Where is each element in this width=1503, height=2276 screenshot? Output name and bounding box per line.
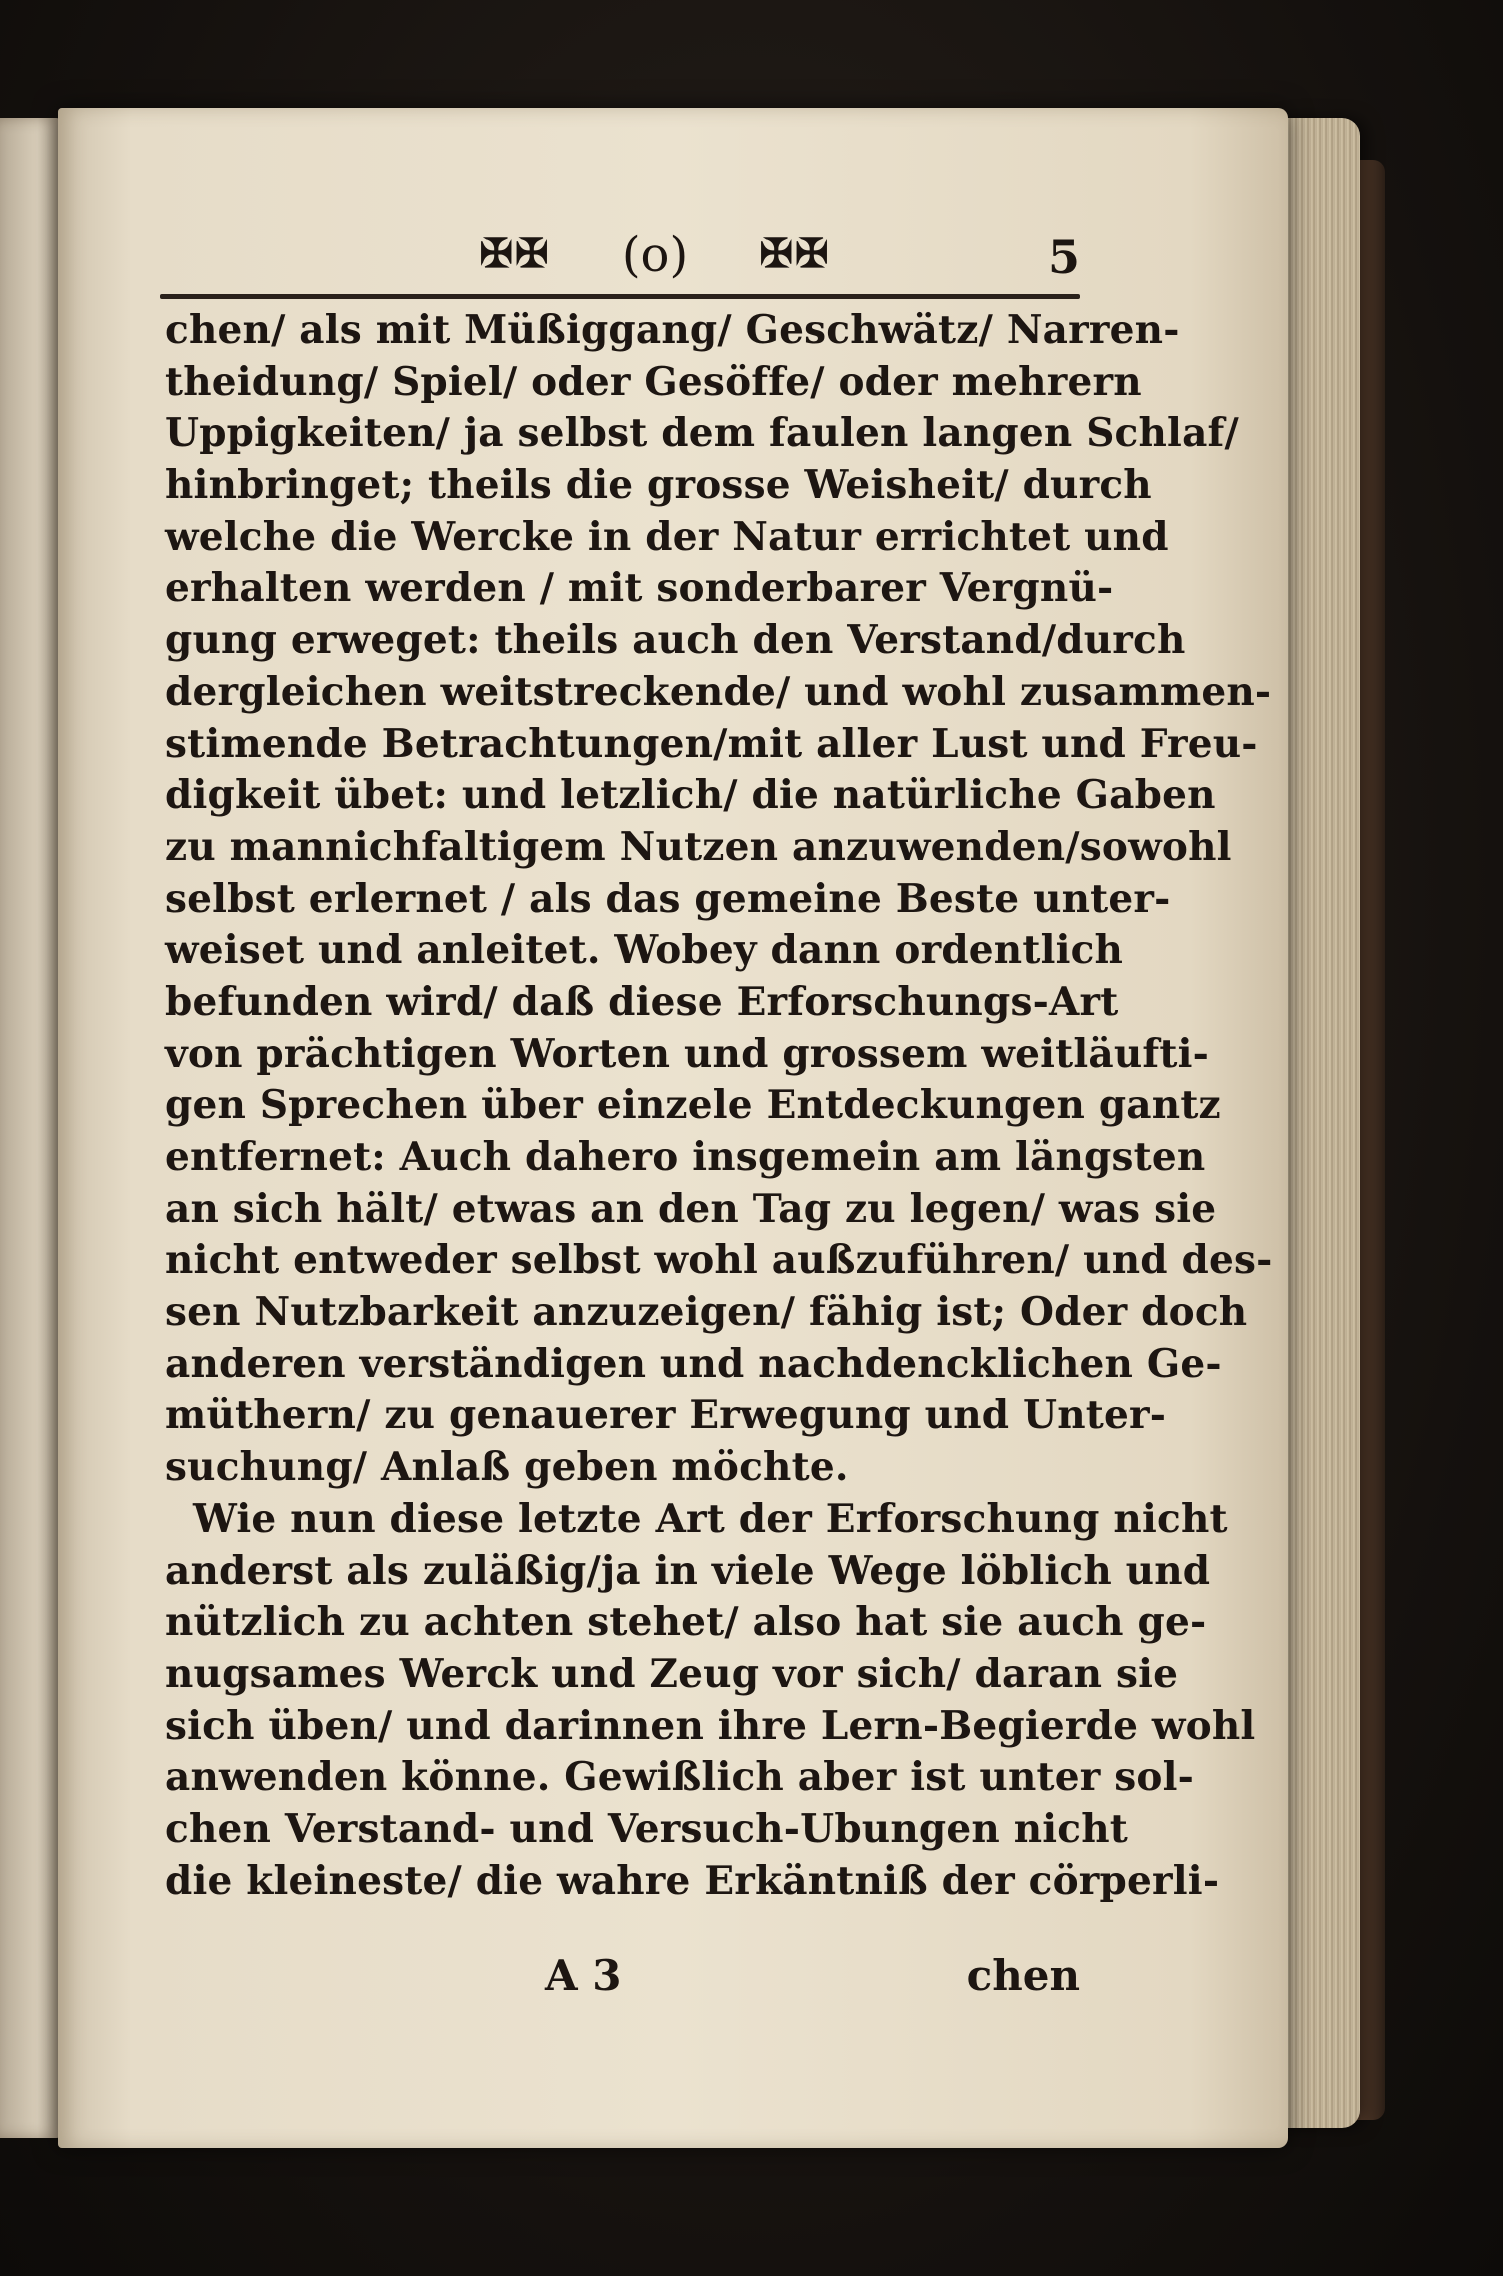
header-ornament-left: ✠✠ [479, 230, 551, 277]
text-line: chen Verstand- und Versuch-Ubungen nicht [165, 1805, 1129, 1852]
text-line: selbst erlernet / als das gemeine Beste unter- [165, 875, 1171, 922]
text-line: chen/ als mit Müßiggang/ Geschwätz/ Narren- [165, 307, 1180, 353]
running-header [160, 220, 1080, 290]
text-line: von prächtigen Worten und grossem weitläufti- [165, 1030, 1209, 1077]
page-footer [165, 1948, 1080, 2004]
text-line: zu mannichfaltigem Nutzen anzuwenden/sowohl [165, 823, 1232, 870]
text-line: stimende Betrachtungen/mit aller Lust und Freu- [165, 720, 1258, 767]
facing-page-edge [0, 118, 62, 2138]
text-line: erhalten werden / mit sonderbarer Vergnü- [165, 565, 1114, 612]
page-number: 5 [1047, 230, 1080, 284]
text-line: theidung/ Spiel/ oder Gesöffe/ oder mehrern [165, 358, 1142, 405]
text-line: gen Sprechen über einzele Entdeckungen gantz [165, 1082, 1221, 1129]
text-line: nugsames Werck und Zeug vor sich/ daran sie [165, 1650, 1179, 1697]
text-line: Uppigkeiten/ ja selbst dem faulen langen Schlaf/ [165, 410, 1239, 457]
text-line: dergleichen weitstreckende/ und wohl zusammen- [165, 668, 1272, 715]
paragraph-start-line: Wie nun diese letzte Art der Erforschung nicht [193, 1495, 1228, 1542]
text-line: anwenden könne. Gewißlich aber ist unter sol- [165, 1754, 1195, 1801]
signature-mark: A 3 [545, 1951, 622, 2000]
text-line: hinbringet; theils die grosse Weisheit/ durch [165, 462, 1152, 509]
text-line: suchung/ Anlaß geben möchte. [165, 1444, 849, 1491]
text-line: sich üben/ und darinnen ihre Lern-Begierde wohl [165, 1702, 1256, 1749]
body-text [165, 305, 1273, 1904]
text-line: befunden wird/ daß diese Erforschungs-Art [165, 978, 1119, 1025]
text-line: an sich hält/ etwas an den Tag zu legen/ was sie [165, 1185, 1217, 1232]
text-line: welche die Wercke in der Natur errichtet und [165, 513, 1169, 560]
header-ornament-right: ✠✠ [759, 230, 831, 277]
text-line: gung erweget: theils auch den Verstand/durch [165, 617, 1186, 664]
page-fore-edge [1280, 118, 1360, 2128]
header-title: (o) [621, 227, 689, 283]
text-line: anderen verständigen und nachdencklichen Ge- [165, 1340, 1222, 1387]
text-line: die kleineste/ die wahre Erkäntniß der cörperli- [165, 1857, 1220, 1904]
catchword: chen [966, 1951, 1080, 2000]
text-line: digkeit übet: und letzlich/ die natürliche Gaben [165, 772, 1216, 819]
text-line: nützlich zu achten stehet/ also hat sie auch ge- [165, 1599, 1207, 1646]
text-line: entfernet: Auch dahero insgemein am längsten [165, 1134, 1206, 1180]
text-line: nicht entweder selbst wohl außzuführen/ und des- [165, 1237, 1273, 1284]
text-line: weiset und anleitet. Wobey dann ordentlich [165, 927, 1124, 974]
text-line: anderst als zuläßig/ja in viele Wege löblich und [165, 1547, 1211, 1594]
text-line: müthern/ zu genauerer Erwegung und Unter- [165, 1392, 1167, 1439]
header-rule [160, 294, 1080, 299]
text-line: sen Nutzbarkeit anzuzeigen/ fähig ist; Oder doch [165, 1289, 1248, 1336]
